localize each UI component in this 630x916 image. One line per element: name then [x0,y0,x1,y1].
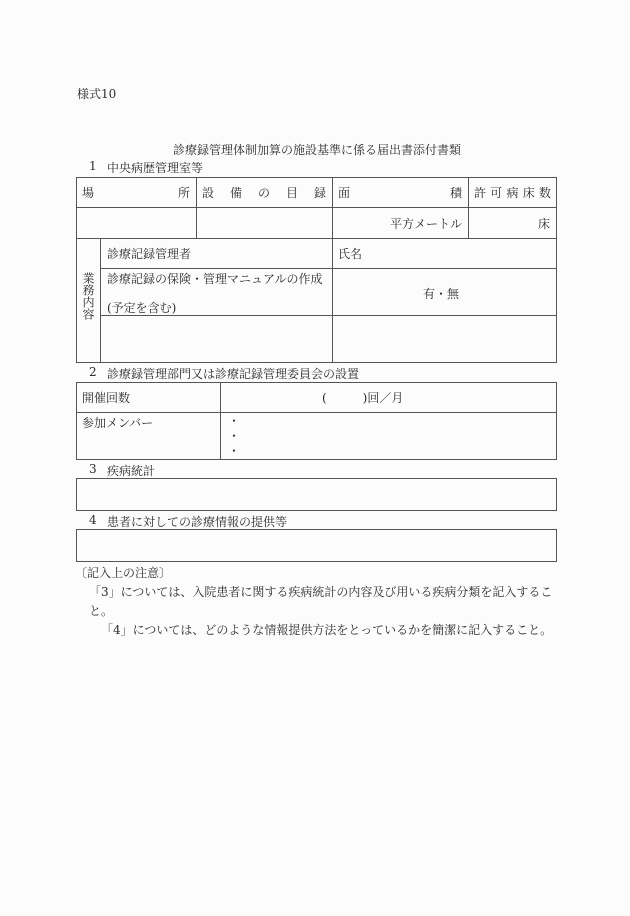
members-list[interactable] [228,414,240,459]
manager-label: 診療記録管理者 [107,247,192,261]
document-title: 診療録管理体制加算の施設基準に係る届出書添付書類 [173,143,462,157]
table-border [76,238,557,239]
table-border [76,382,77,460]
table-border [220,382,221,460]
member-item[interactable]: ・ [228,429,241,443]
beds-unit: 床 [538,217,551,231]
manual-label-line1: 診療記録の保険・管理マニュアルの作成 [107,272,323,286]
members-label: 参加メンバー [82,416,154,430]
header-equipment: 設 備 の 目 録 [202,186,326,200]
section4-number: 4 [89,513,97,527]
place-field[interactable] [77,208,196,238]
member-item[interactable]: ・ [228,414,241,428]
section2-number: 2 [89,365,97,379]
section3-number: 3 [89,462,97,476]
duties-label: 業務内容 [81,272,95,320]
table-border [556,382,557,460]
form-number: 様式10 [77,87,117,101]
frequency-label: 開催回数 [82,391,131,405]
note1-line2: と。 [89,604,114,618]
section4-heading: 患者に対しての診療情報の提供等 [107,515,288,529]
section1-heading: 中央病歴管理室等 [107,161,204,175]
header-area: 面 積 [338,186,462,200]
note1-line1: 「3」については、入院患者に関する疾病統計の内容及び用いる疾病分類を記入するこ [89,585,553,599]
table-border [76,177,557,178]
manager-name-field[interactable] [366,240,554,267]
table-border [100,268,557,269]
frequency-field[interactable]: ( )回／月 [322,391,404,405]
patient-info-field[interactable] [76,529,557,562]
table-border [76,412,557,413]
manual-yes-no[interactable]: 有・無 [423,287,460,301]
table-border [76,177,77,363]
equipment-field[interactable] [197,208,332,238]
manual-label-line2: (予定を含む) [107,301,177,315]
name-label: 氏名 [338,247,363,261]
section3-heading: 疾病統計 [107,464,156,478]
table-border [556,177,557,363]
section1-number: 1 [89,159,97,173]
extra-duty-value-field[interactable] [333,316,556,362]
note2: 「4」については、どのような情報提供方法をとっているかを簡潔に記入すること。 [101,623,553,637]
header-place: 場 所 [82,186,190,200]
disease-statistics-field[interactable] [76,478,557,511]
extra-duty-field[interactable] [101,316,332,362]
notes-heading: 〔記入上の注意〕 [75,566,172,580]
section2-heading: 診療録管理部門又は診療記録管理委員会の設置 [107,367,360,381]
table-border [76,459,557,460]
area-unit: 平方メートル [390,217,463,231]
member-item[interactable]: ・ [228,444,241,458]
table-border [76,362,557,363]
table-border [76,382,557,383]
header-beds: 許 可 病 床 数 [474,186,551,200]
